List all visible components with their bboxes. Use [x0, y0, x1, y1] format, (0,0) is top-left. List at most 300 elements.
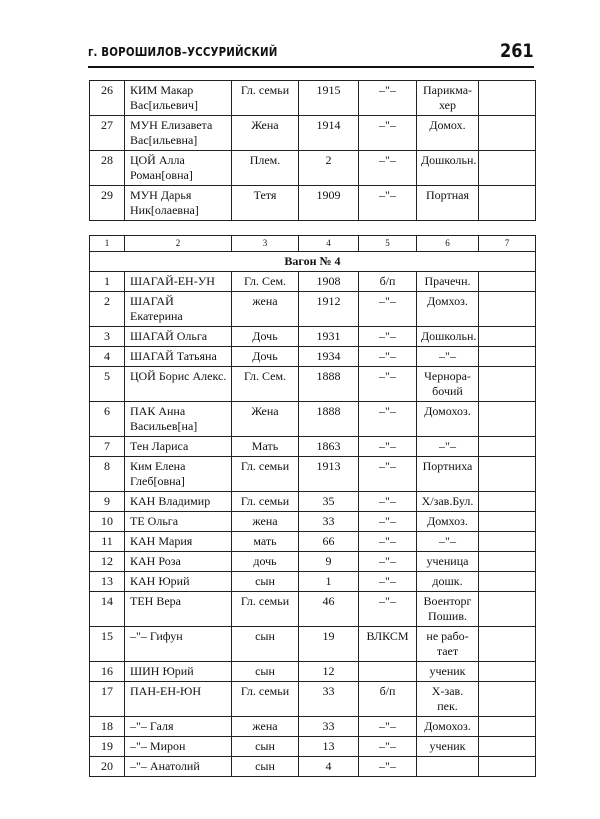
party-status-cell [359, 737, 417, 757]
occupation-text: ученик [429, 664, 466, 678]
column-number-cell: 1 [90, 236, 125, 252]
occupation-cell [417, 512, 479, 532]
party-status-cell [359, 186, 417, 221]
family-relation-text: сын [255, 664, 275, 678]
birth-year-cell [299, 532, 359, 552]
column-number-cell: 2 [125, 236, 232, 252]
table-row [90, 402, 536, 437]
row-number-cell [90, 327, 125, 347]
birth-year-cell [299, 116, 359, 151]
note-cell [479, 272, 536, 292]
occupation-text: не рабо- [426, 629, 469, 643]
occupation-text: Домохоз. [424, 404, 471, 418]
party-status-cell [359, 492, 417, 512]
family-relation-cell [232, 737, 299, 757]
row-number-text: 6 [104, 404, 110, 418]
family-relation-cell [232, 492, 299, 512]
birth-year-text: 1934 [316, 349, 341, 363]
occupation-text: –"– [439, 349, 456, 363]
person-name-cell [125, 492, 232, 512]
row-number-text: 28 [101, 153, 113, 167]
person-name-text: ШАГАЙ Екатерина [130, 294, 183, 323]
person-name-text: Ким Елена [130, 459, 186, 473]
person-name-cell [125, 81, 232, 116]
wagon-row [90, 252, 536, 272]
main-table [89, 235, 536, 777]
party-status-cell [359, 272, 417, 292]
family-relation-cell [232, 627, 299, 662]
row-number-text: 8 [104, 459, 110, 473]
birth-year-cell [299, 272, 359, 292]
note-cell [479, 292, 536, 327]
occupation-cell [417, 81, 479, 116]
birth-year-text: 9 [325, 554, 332, 568]
family-relation-cell [232, 292, 299, 327]
top-table-body [90, 81, 536, 221]
person-name-text: КАН Владимир [130, 494, 211, 508]
row-number-text: 27 [101, 118, 113, 132]
person-name-cell [125, 682, 232, 717]
party-status-text: –"– [379, 153, 396, 167]
occupation-cell [417, 186, 479, 221]
birth-year-text: 35 [322, 494, 335, 508]
row-number-text: 15 [101, 629, 113, 643]
person-name-cell [125, 592, 232, 627]
occupation-text: Портниха [422, 459, 473, 473]
family-relation-cell [232, 457, 299, 492]
occupation-text: бочий [432, 384, 463, 398]
party-status-text: ВЛКСМ [366, 629, 409, 643]
birth-year-cell [299, 151, 359, 186]
person-name-text: ЦОЙ Алла [130, 153, 185, 167]
row-number-text: 11 [101, 534, 113, 548]
table-row [90, 116, 536, 151]
person-name-cell [125, 662, 232, 682]
party-status-cell [359, 682, 417, 717]
person-name-cell [125, 737, 232, 757]
table-row [90, 737, 536, 757]
table-row [90, 327, 536, 347]
person-name-cell [125, 186, 232, 221]
family-relation-text: Жена [251, 118, 279, 132]
person-name-text: ТЕН Вера [130, 594, 181, 608]
table-row [90, 437, 536, 457]
birth-year-cell [299, 757, 359, 777]
birth-year-cell [299, 717, 359, 737]
party-status-cell [359, 347, 417, 367]
person-name-cell [125, 627, 232, 662]
row-number-text: 12 [101, 554, 113, 568]
party-status-text: б/п [379, 684, 396, 698]
person-name-cell [125, 347, 232, 367]
party-status-cell [359, 717, 417, 737]
family-relation-cell [232, 572, 299, 592]
person-name-cell [125, 572, 232, 592]
party-status-text: –"– [379, 188, 396, 202]
occupation-cell [417, 552, 479, 572]
birth-year-cell [299, 627, 359, 662]
party-status-text: –"– [379, 404, 396, 418]
family-relation-text: Гл. Сем. [243, 369, 287, 383]
birth-year-text: 66 [322, 534, 335, 548]
family-relation-cell [232, 327, 299, 347]
occupation-text: –"– [439, 439, 456, 453]
party-status-text: –"– [379, 118, 396, 132]
occupation-text: Парикма- [422, 83, 473, 97]
birth-year-text: 1914 [316, 118, 341, 132]
person-name-cell [125, 457, 232, 492]
note-cell [479, 592, 536, 627]
row-number-text: 7 [104, 439, 110, 453]
occupation-text: –"– [439, 534, 456, 548]
family-relation-cell [232, 151, 299, 186]
note-cell [479, 737, 536, 757]
birth-year-text: 1888 [316, 369, 341, 383]
birth-year-cell [299, 81, 359, 116]
row-number-cell [90, 532, 125, 552]
birth-year-text: 4 [325, 759, 332, 773]
row-number-cell [90, 272, 125, 292]
party-status-text: –"– [379, 534, 396, 548]
family-relation-cell [232, 592, 299, 627]
family-relation-text: Гл. семьи [240, 83, 290, 97]
party-status-text: –"– [379, 739, 396, 753]
person-name-cell [125, 717, 232, 737]
row-number-cell [90, 402, 125, 437]
party-status-cell [359, 592, 417, 627]
family-relation-text: сын [255, 574, 275, 588]
note-cell [479, 327, 536, 347]
row-number-text: 18 [101, 719, 113, 733]
family-relation-cell [232, 552, 299, 572]
occupation-text: Чернора- [424, 369, 471, 383]
note-cell [479, 717, 536, 737]
person-name-text: ШАГАЙ Ольга [130, 329, 208, 343]
birth-year-text: 33 [322, 719, 335, 733]
family-relation-text: Гл. семьи [240, 459, 290, 473]
birth-year-text: 1912 [316, 294, 341, 308]
family-relation-cell [232, 532, 299, 552]
family-relation-text: Жена [251, 404, 279, 418]
occupation-cell [417, 402, 479, 437]
family-relation-text: Гл. семьи [240, 684, 290, 698]
birth-year-text: 1863 [316, 439, 341, 453]
birth-year-cell [299, 367, 359, 402]
occupation-text: Домхоз. [427, 294, 468, 308]
table-row [90, 186, 536, 221]
person-name-text: –"– Мирон [130, 739, 186, 753]
party-status-text: –"– [379, 554, 396, 568]
row-number-cell [90, 292, 125, 327]
row-number-cell [90, 627, 125, 662]
table-row [90, 627, 536, 662]
row-number-text: 9 [104, 494, 110, 508]
person-name-text: Вас[ильевич] [130, 98, 198, 112]
note-cell [479, 682, 536, 717]
table-row [90, 717, 536, 737]
party-status-cell [359, 457, 417, 492]
running-title: г. ВОРОШИЛОВ–УССУРИЙСКИЙ [88, 44, 278, 59]
occupation-cell [417, 292, 479, 327]
family-relation-text: сын [255, 759, 275, 773]
birth-year-text: 2 [325, 153, 332, 167]
person-name-text: ШАГАЙ Татьяна [130, 349, 217, 363]
person-name-cell [125, 292, 232, 327]
party-status-text: –"– [379, 594, 396, 608]
column-number-row [90, 236, 536, 252]
person-name-text: КАН Мария [130, 534, 193, 548]
note-cell [479, 437, 536, 457]
occupation-text: Портная [425, 188, 470, 202]
party-status-cell [359, 81, 417, 116]
note-cell [479, 627, 536, 662]
occupation-text: Домох. [429, 118, 466, 132]
party-status-cell [359, 512, 417, 532]
person-name-cell [125, 757, 232, 777]
family-relation-text: Гл. Сем. [243, 274, 287, 288]
occupation-text: ученица [426, 554, 469, 568]
table-row [90, 457, 536, 492]
birth-year-text: 1908 [316, 274, 341, 288]
row-number-text: 4 [104, 349, 110, 363]
person-name-cell [125, 272, 232, 292]
row-number-cell [90, 492, 125, 512]
occupation-text: хер [438, 98, 457, 112]
party-status-cell [359, 292, 417, 327]
note-cell [479, 572, 536, 592]
family-relation-cell [232, 116, 299, 151]
occupation-cell [417, 367, 479, 402]
person-name-text: МУН Дарья [130, 188, 192, 202]
row-number-cell [90, 457, 125, 492]
note-cell [479, 552, 536, 572]
note-cell [479, 151, 536, 186]
row-number-cell [90, 552, 125, 572]
birth-year-cell [299, 492, 359, 512]
family-relation-text: Плем. [249, 153, 281, 167]
occupation-cell [417, 757, 479, 777]
birth-year-cell [299, 292, 359, 327]
table-row [90, 292, 536, 327]
occupation-text: тает [436, 644, 459, 658]
person-name-text: –"– Анатолий [130, 759, 200, 773]
row-number-text: 20 [101, 759, 113, 773]
occupation-text: Дошкольн. [421, 329, 477, 343]
birth-year-text: 33 [322, 684, 335, 698]
family-relation-text: Дочь [252, 329, 278, 343]
party-status-cell [359, 662, 417, 682]
note-cell [479, 402, 536, 437]
person-name-cell [125, 552, 232, 572]
row-number-text: 13 [101, 574, 113, 588]
party-status-text: –"– [379, 294, 396, 308]
column-number-cell: 5 [359, 236, 417, 252]
person-name-cell [125, 327, 232, 347]
birth-year-cell [299, 512, 359, 532]
occupation-text: Прачечн. [424, 274, 471, 288]
birth-year-text: 1909 [316, 188, 341, 202]
row-number-text: 17 [101, 684, 113, 698]
person-name-text: ТЕ Ольга [130, 514, 179, 528]
row-number-cell [90, 347, 125, 367]
birth-year-text: 1888 [316, 404, 341, 418]
person-name-text: Роман[овна] [130, 168, 193, 182]
person-name-text: Вас[ильевна] [130, 133, 198, 147]
row-number-text: 1 [104, 274, 110, 288]
birth-year-text: 1 [325, 574, 332, 588]
table-row [90, 552, 536, 572]
row-number-cell [90, 81, 125, 116]
row-number-cell [90, 367, 125, 402]
family-relation-text: Гл. семьи [240, 594, 290, 608]
birth-year-cell [299, 437, 359, 457]
table-row [90, 512, 536, 532]
party-status-cell [359, 627, 417, 662]
table-row [90, 592, 536, 627]
row-number-text: 19 [101, 739, 113, 753]
person-name-text: ПАК Анна [130, 404, 186, 418]
birth-year-text: 46 [322, 594, 335, 608]
table-row [90, 572, 536, 592]
page-header [88, 40, 534, 70]
table-row [90, 757, 536, 777]
party-status-text: –"– [379, 574, 396, 588]
note-cell [479, 512, 536, 532]
family-relation-text: Дочь [252, 349, 278, 363]
table-row [90, 532, 536, 552]
party-status-cell [359, 552, 417, 572]
family-relation-cell [232, 682, 299, 717]
family-relation-cell [232, 81, 299, 116]
row-number-cell [90, 737, 125, 757]
party-status-cell [359, 437, 417, 457]
family-relation-text: Гл. семьи [240, 494, 290, 508]
note-cell [479, 367, 536, 402]
occupation-cell [417, 592, 479, 627]
person-name-text: Тен Лариса [130, 439, 189, 453]
party-status-cell [359, 367, 417, 402]
row-number-text: 5 [104, 369, 110, 383]
family-relation-text: сын [255, 629, 275, 643]
party-status-text: б/п [379, 274, 396, 288]
birth-year-cell [299, 682, 359, 717]
top-table [89, 80, 536, 221]
note-cell [479, 186, 536, 221]
occupation-cell [417, 737, 479, 757]
family-relation-cell [232, 402, 299, 437]
party-status-cell [359, 402, 417, 437]
family-relation-text: жена [252, 294, 278, 308]
note-cell [479, 457, 536, 492]
party-status-text: –"– [379, 459, 396, 473]
person-name-text: Глеб[овна] [130, 474, 185, 488]
person-name-text: ЦОЙ Борис Алекс. [130, 369, 227, 383]
person-name-text: КАН Роза [130, 554, 181, 568]
birth-year-text: 1915 [316, 83, 341, 97]
party-status-text: –"– [379, 494, 396, 508]
occupation-cell [417, 572, 479, 592]
person-name-text: ШИН Юрий [130, 664, 194, 678]
row-number-text: 10 [101, 514, 113, 528]
row-number-cell [90, 757, 125, 777]
family-relation-text: Тетя [253, 188, 277, 202]
party-status-text: –"– [379, 83, 396, 97]
family-relation-cell [232, 186, 299, 221]
family-relation-cell [232, 272, 299, 292]
party-status-text: –"– [379, 759, 396, 773]
family-relation-text: жена [252, 514, 278, 528]
party-status-cell [359, 572, 417, 592]
birth-year-cell [299, 186, 359, 221]
family-relation-cell [232, 717, 299, 737]
note-cell [479, 347, 536, 367]
occupation-cell [417, 662, 479, 682]
birth-year-cell [299, 572, 359, 592]
table-row [90, 367, 536, 402]
party-status-cell [359, 757, 417, 777]
family-relation-text: Мать [251, 439, 279, 453]
row-number-text: 26 [101, 83, 113, 97]
occupation-cell [417, 327, 479, 347]
person-name-cell [125, 512, 232, 532]
occupation-cell [417, 532, 479, 552]
occupation-text: Пошив. [428, 609, 467, 623]
row-number-cell [90, 437, 125, 457]
occupation-text: Домохоз. [424, 719, 471, 733]
person-name-cell [125, 532, 232, 552]
person-name-text: ПАН-ЕН-ЮН [130, 684, 201, 698]
occupation-cell [417, 151, 479, 186]
party-status-text: –"– [379, 369, 396, 383]
note-cell [479, 116, 536, 151]
occupation-cell [417, 437, 479, 457]
person-name-cell [125, 367, 232, 402]
row-number-cell [90, 151, 125, 186]
person-name-cell [125, 402, 232, 437]
occupation-cell [417, 457, 479, 492]
birth-year-text: 13 [322, 739, 335, 753]
family-relation-cell [232, 347, 299, 367]
row-number-cell [90, 116, 125, 151]
occupation-cell [417, 492, 479, 512]
occupation-text: Х/зав.Бул. [421, 494, 474, 508]
party-status-cell [359, 151, 417, 186]
party-status-text: –"– [379, 719, 396, 733]
party-status-cell [359, 116, 417, 151]
person-name-text: МУН Елизавета [130, 118, 213, 132]
column-number-cell: 3 [232, 236, 299, 252]
person-name-text: КИМ Макар [130, 83, 194, 97]
occupation-cell [417, 116, 479, 151]
birth-year-cell [299, 662, 359, 682]
column-number-cell: 7 [479, 236, 536, 252]
family-relation-cell [232, 437, 299, 457]
person-name-cell [125, 437, 232, 457]
birth-year-cell [299, 457, 359, 492]
birth-year-cell [299, 737, 359, 757]
occupation-cell [417, 627, 479, 662]
row-number-cell [90, 186, 125, 221]
person-name-cell [125, 116, 232, 151]
row-number-cell [90, 512, 125, 532]
note-cell [479, 81, 536, 116]
family-relation-text: мать [253, 534, 277, 548]
occupation-text: дошк. [432, 574, 463, 588]
family-relation-cell [232, 757, 299, 777]
party-status-text: –"– [379, 439, 396, 453]
occupation-text: Х-зав. пек. [431, 684, 464, 713]
row-number-cell [90, 592, 125, 627]
